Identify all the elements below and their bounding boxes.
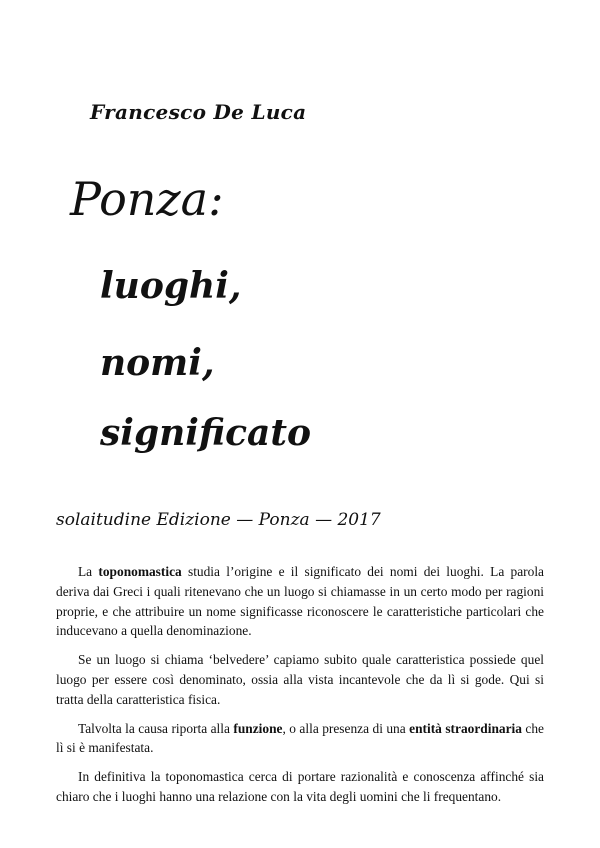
title-line-3: nomi, — [100, 342, 215, 384]
keyword-entita-straordinaria: entità straordinaria — [409, 720, 522, 736]
paragraph-1: La toponomastica studia l’origine e il significato dei nomi dei luoghi. La parola deriva dai Greci i quali ritenevano che un luogo si chiamasse in un certo modo per ragioni proprie, e che attribuire un nome significasse riconoscere le caratteristiche particolari che inducevano a quella denominazione. — [56, 564, 544, 639]
keyword-funzione: funzione — [233, 720, 283, 736]
title-line-2: luoghi, — [100, 265, 242, 307]
title-line-4: significato — [100, 412, 312, 454]
title-line-1: Ponza: — [70, 172, 224, 226]
edition-line: solaitudine Edizione — Ponza — 2017 — [56, 510, 381, 530]
paragraph-2: Se un luogo si chiama ‘belvedere’ capiamo subito quale caratteristica possiede quel luogo per essere così denominato, ossia alla vista incantevole che da lì si gode. Qui si tratta della caratteristica fisica. — [56, 652, 544, 707]
keyword-toponomastica: toponomastica — [98, 564, 182, 579]
author-name: Francesco De Luca — [90, 100, 307, 124]
paragraph-3: Talvolta la causa riporta alla funzione, o alla presenza di una entità straordinaria che lì si è manifestata. — [56, 720, 544, 756]
paragraph-4: In definitiva la toponomastica cerca di portare razionalità e conoscenza affinché sia chiaro che i luoghi hanno una relazione con la vita degli uomini che li frequentano. — [56, 769, 544, 804]
body-text — [56, 562, 544, 816]
